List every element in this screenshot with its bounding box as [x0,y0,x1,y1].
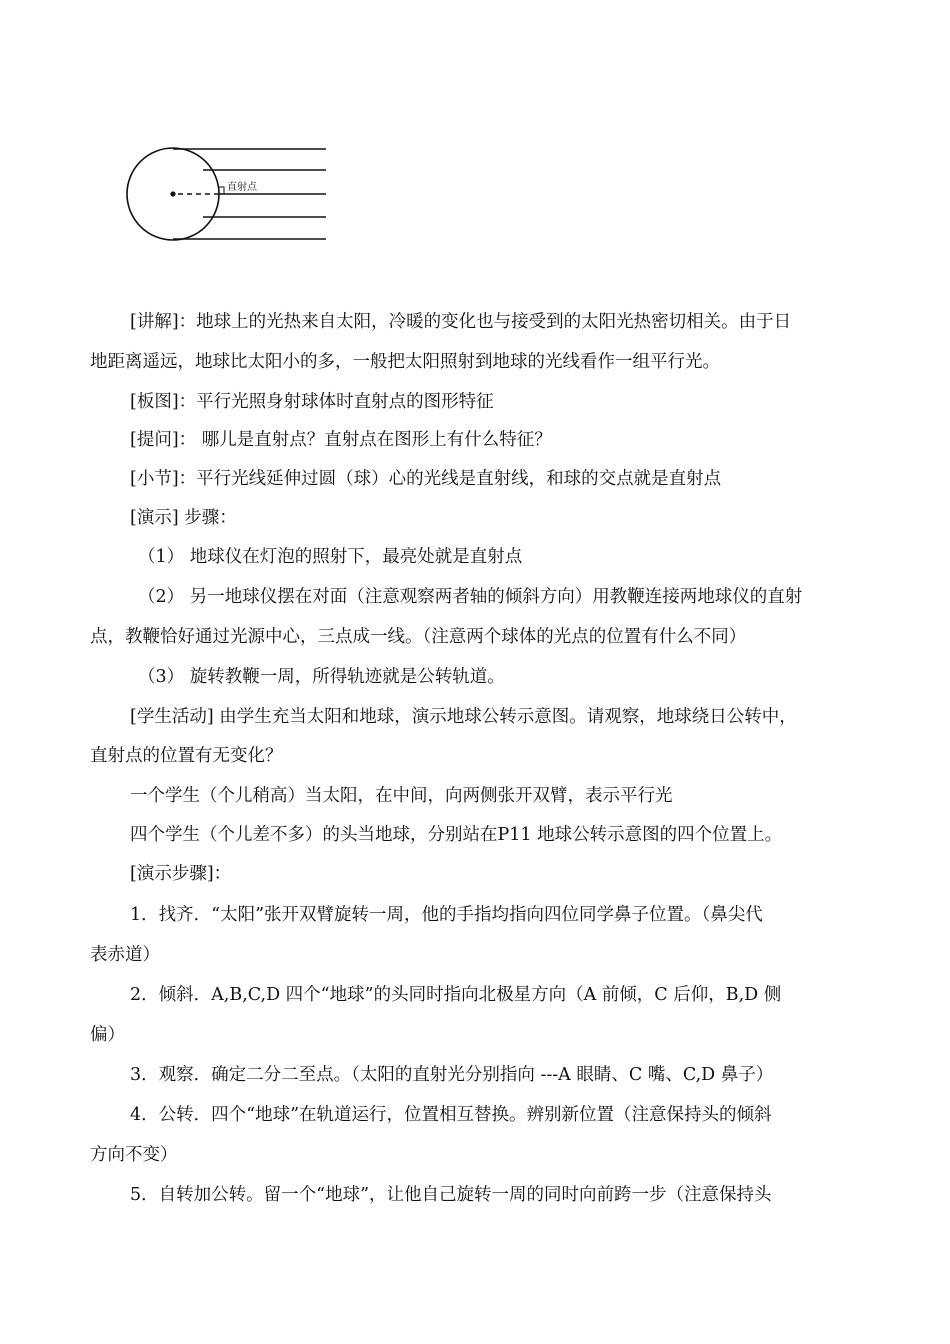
earth-center-dot [170,191,175,196]
para-earth-students: 四个学生（个儿差不多）的头当地球，分别站在P11 地球公转示意图的四个位置上。 [130,825,783,845]
para-step-revolve-b: 方向不变） [90,1145,178,1165]
para-step-align-a: 1．找齐．“太阳”张开双臂旋转一周，他的手指均指向四位同学鼻子位置。（鼻尖代 [130,905,763,925]
para-step-align-b: 表赤道） [90,945,160,965]
para-question: [提问]： 哪儿是直射点？直射点在图形上有什么特征？ [130,430,552,450]
para-explain-1: [讲解]：地球上的光热来自太阳，冷暖的变化也与接受到的太阳光热密切相关。由于日 [130,312,792,332]
para-step-3: （3） 旋转教鞭一周，所得轨迹就是公转轨道。 [138,667,505,687]
para-step-rotate-revolve: 5．自转加公转。留一个“地球”，让他自己旋转一周的同时向前跨一步（注意保持头 [130,1185,772,1205]
para-summary: [小节]：平行光线延伸过圆（球）心的光线是直射线，和球的交点就是直射点 [130,469,722,489]
para-activity-2: 直射点的位置有无变化？ [90,746,283,766]
para-step-1: （1） 地球仪在灯泡的照射下，最亮处就是直射点 [138,547,523,567]
para-explain-2: 地距离遥远，地球比太阳小的多，一般把太阳照射到地球的光线看作一组平行光。 [90,352,720,372]
direct-point-label: 直射点 [227,182,257,193]
para-step-tilt-a: 2．倾斜．A,B,C,D 四个“地球”的头同时指向北极星方向（A 前倾，C 后仰，B,D 侧 [130,985,782,1005]
para-step-2a: （2） 另一地球仪摆在对面（注意观察两者轴的倾斜方向）用教鞭连接两地球仪的直射 [138,587,803,607]
para-activity-1: [学生活动] 由学生充当太阳和地球，演示地球公转示意图。请观察，地球绕日公转中， [130,707,797,727]
para-step-2b: 点，教鞭恰好通过光源中心，三点成一线。（注意两个球体的光点的位置有什么不同） [90,627,747,647]
para-step-tilt-b: 偏） [90,1025,125,1045]
para-demo-steps-heading: [演示步骤]： [130,864,232,884]
para-board: [板图]：平行光照身射球体时直射点的图形特征 [130,392,494,412]
direct-point-diagram [120,140,335,250]
para-step-revolve-a: 4．公转．四个“地球”在轨道运行，位置相互替换。辨别新位置（注意保持头的倾斜 [130,1105,772,1125]
para-demo-heading: [演示] 步骤： [130,508,237,528]
para-step-observe: 3．观察．确定二分二至点。（太阳的直射光分别指向 ---A 眼睛、C 嘴、C,D 鼻子） [130,1065,774,1085]
para-sun-student: 一个学生（个儿稍高）当太阳，在中间，向两侧张开双臂，表示平行光 [130,786,673,806]
parallel-light-figure [120,140,335,250]
